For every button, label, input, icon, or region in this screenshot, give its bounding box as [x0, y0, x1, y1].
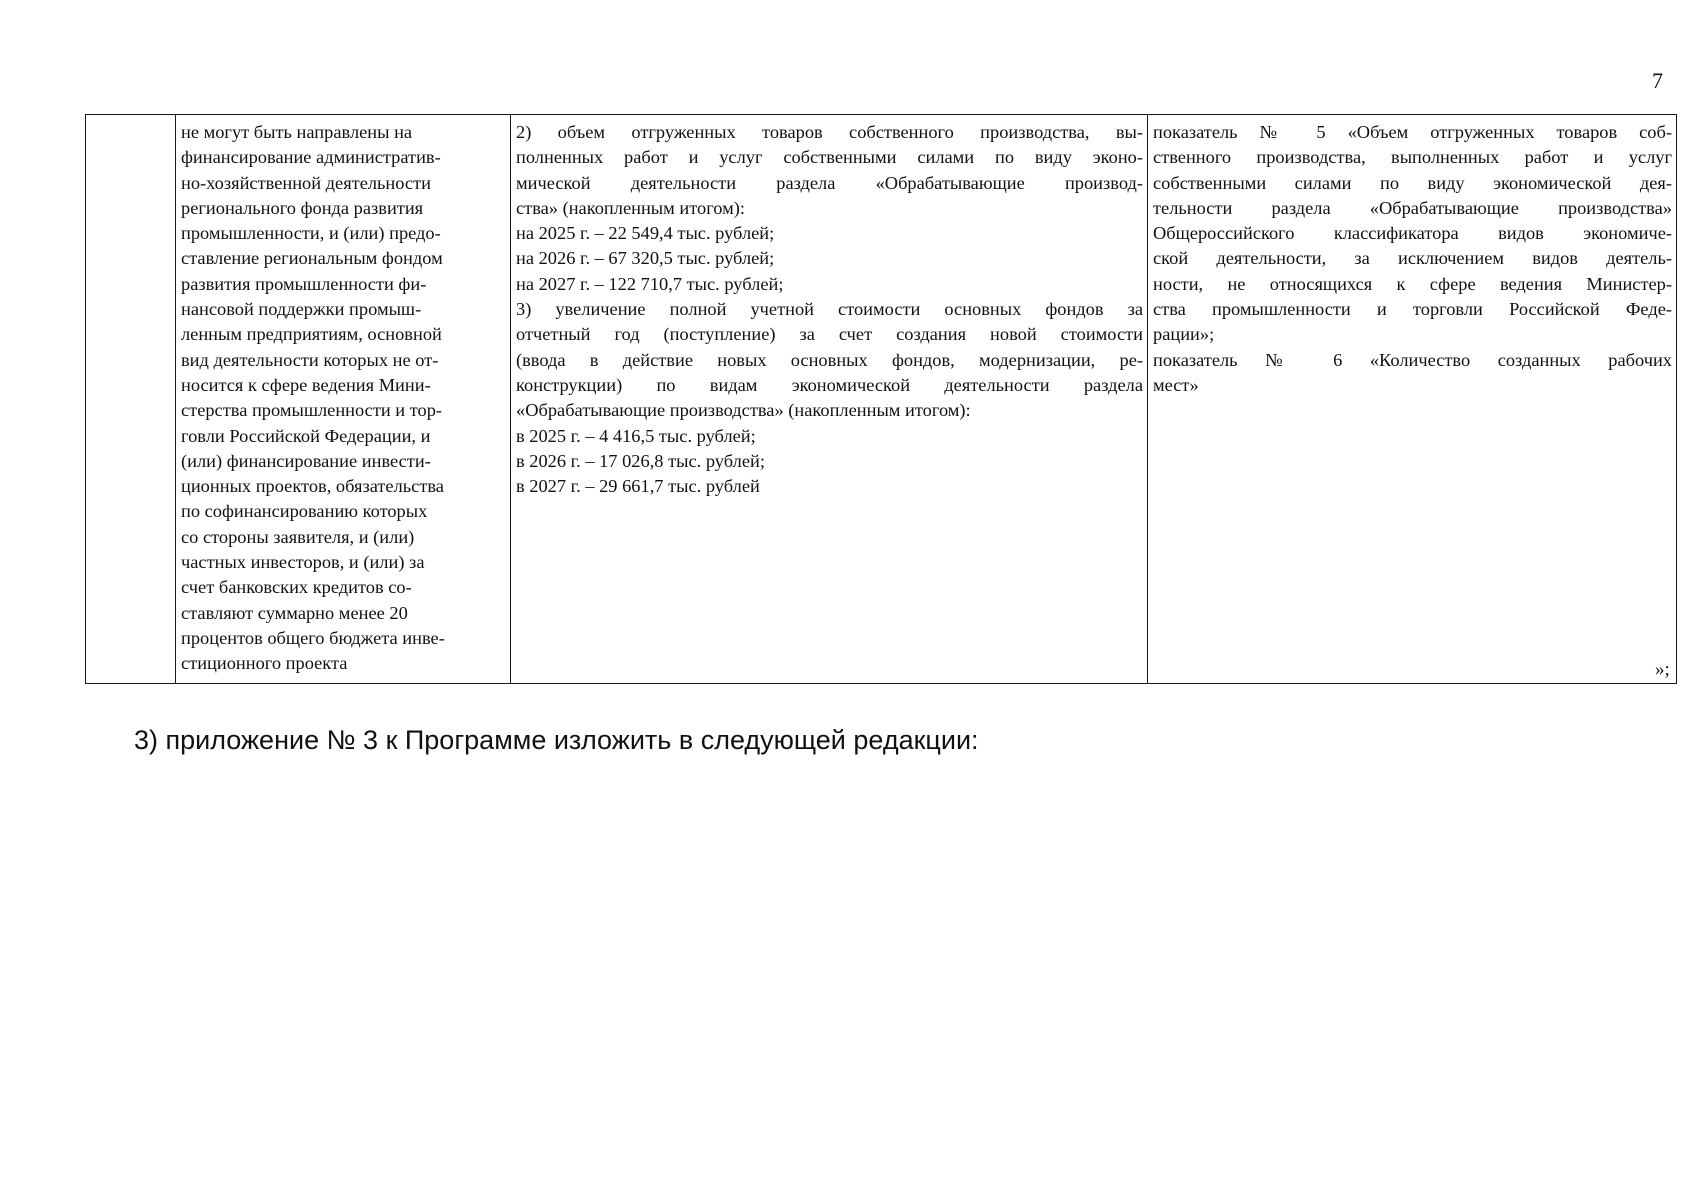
description-line: частных инвесторов, и (или) за	[181, 552, 425, 573]
target-2-line: полненных работ и услуг собственными силами по виду эконо-	[516, 147, 1143, 168]
description-line: но-хозяйственной деятельности	[181, 172, 431, 193]
target-2-value: на 2026 г. – 67 320,5 тыс. рублей;	[516, 248, 775, 269]
indicator-5-line: тельности раздела «Обрабатывающие производства»	[1153, 197, 1672, 218]
page-number: 7	[1652, 68, 1663, 93]
indicator-6-line: мест»	[1153, 374, 1199, 395]
description-line: регионального фонда развития	[181, 197, 424, 218]
description-line: стиционного проекта	[181, 653, 348, 674]
description-line: (или) финансирование инвести-	[181, 450, 431, 471]
indicator-5-line: Общероссийского классификатора видов экономиче-	[1153, 223, 1672, 244]
table-cell-empty	[86, 115, 176, 684]
description-line: процентов общего бюджета инве-	[181, 627, 445, 648]
target-3-line: 3) увеличение полной учетной стоимости основных фондов за	[516, 299, 1143, 320]
description-line: развития промышленности фи-	[181, 273, 427, 294]
indicator-5-line: ственного производства, выполненных работ и услуг	[1153, 147, 1672, 168]
table-cell-description	[176, 115, 511, 684]
closing-quote-mark: »;	[1655, 659, 1670, 680]
target-2-line: мической деятельности раздела «Обрабатывающие производ-	[516, 172, 1143, 193]
target-3-line: (ввода в действие новых основных фондов, модернизации, ре-	[516, 349, 1143, 370]
description-line: финансирование административ-	[181, 147, 441, 168]
target-3-value: в 2027 г. – 29 661,7 тыс. рублей	[516, 476, 760, 497]
indicator-5-line: собственными силами по виду экономической дея-	[1153, 172, 1672, 193]
target-3-value: в 2026 г. – 17 026,8 тыс. рублей;	[516, 450, 765, 471]
description-line: промышленности, и (или) предо-	[181, 223, 441, 244]
table-cell-targets	[511, 115, 1148, 684]
description-line: не могут быть направлены на	[181, 122, 413, 142]
description-line: ционных проектов, обязательства	[181, 476, 444, 497]
table-cell-indicators	[1148, 115, 1677, 684]
target-2-line: 2) объем отгруженных товаров собственного производства, вы-	[516, 122, 1143, 142]
description-line: по софинансированию которых	[181, 501, 428, 522]
description-line: ленным предприятиям, основной	[181, 324, 442, 345]
description-line: нансовой поддержки промыш-	[181, 299, 422, 320]
target-2-value: на 2025 г. – 22 549,4 тыс. рублей;	[516, 223, 775, 244]
target-3-line: отчетный год (поступление) за счет создания новой стоимости	[516, 324, 1143, 345]
description-line: ставление региональным фондом	[181, 248, 443, 269]
description-line: со стороны заявителя, и (или)	[181, 526, 415, 547]
target-3-line: конструкции) по видам экономической деятельности раздела	[516, 374, 1143, 395]
indicator-6-line: показатель № 6 «Количество созданных рабочих	[1153, 349, 1672, 370]
target-2-value: на 2027 г. – 122 710,7 тыс. рублей;	[516, 273, 784, 294]
description-line: ставляют суммарно менее 20	[181, 602, 408, 623]
program-table	[85, 114, 1677, 684]
description-line: счет банковских кредитов со-	[181, 577, 412, 598]
table-row	[86, 115, 1677, 684]
target-3-line: «Обрабатывающие производства» (накопленным итогом):	[516, 400, 971, 421]
amendment-paragraph: 3) приложение № 3 к Программе изложить в следующей редакции:	[134, 725, 979, 755]
description-line: говли Российской Федерации, и	[181, 425, 431, 446]
indicator-5-line: рации»;	[1153, 324, 1215, 345]
indicator-5-line: ской деятельности, за исключением видов деятель-	[1153, 248, 1672, 269]
target-3-value: в 2025 г. – 4 416,5 тыс. рублей;	[516, 425, 756, 446]
indicator-5-line: ства промышленности и торговли Российской Феде-	[1153, 299, 1672, 320]
target-2-line: ства» (накопленным итогом):	[516, 197, 746, 218]
indicator-5-line: показатель № 5 «Объем отгруженных товаров соб-	[1153, 122, 1672, 142]
description-line: носится к сфере ведения Мини-	[181, 374, 431, 395]
indicator-5-line: ности, не относящихся к сфере ведения Министер-	[1153, 273, 1672, 294]
description-line: вид деятельности которых не от-	[181, 349, 439, 370]
description-line: стерства промышленности и тор-	[181, 400, 443, 421]
